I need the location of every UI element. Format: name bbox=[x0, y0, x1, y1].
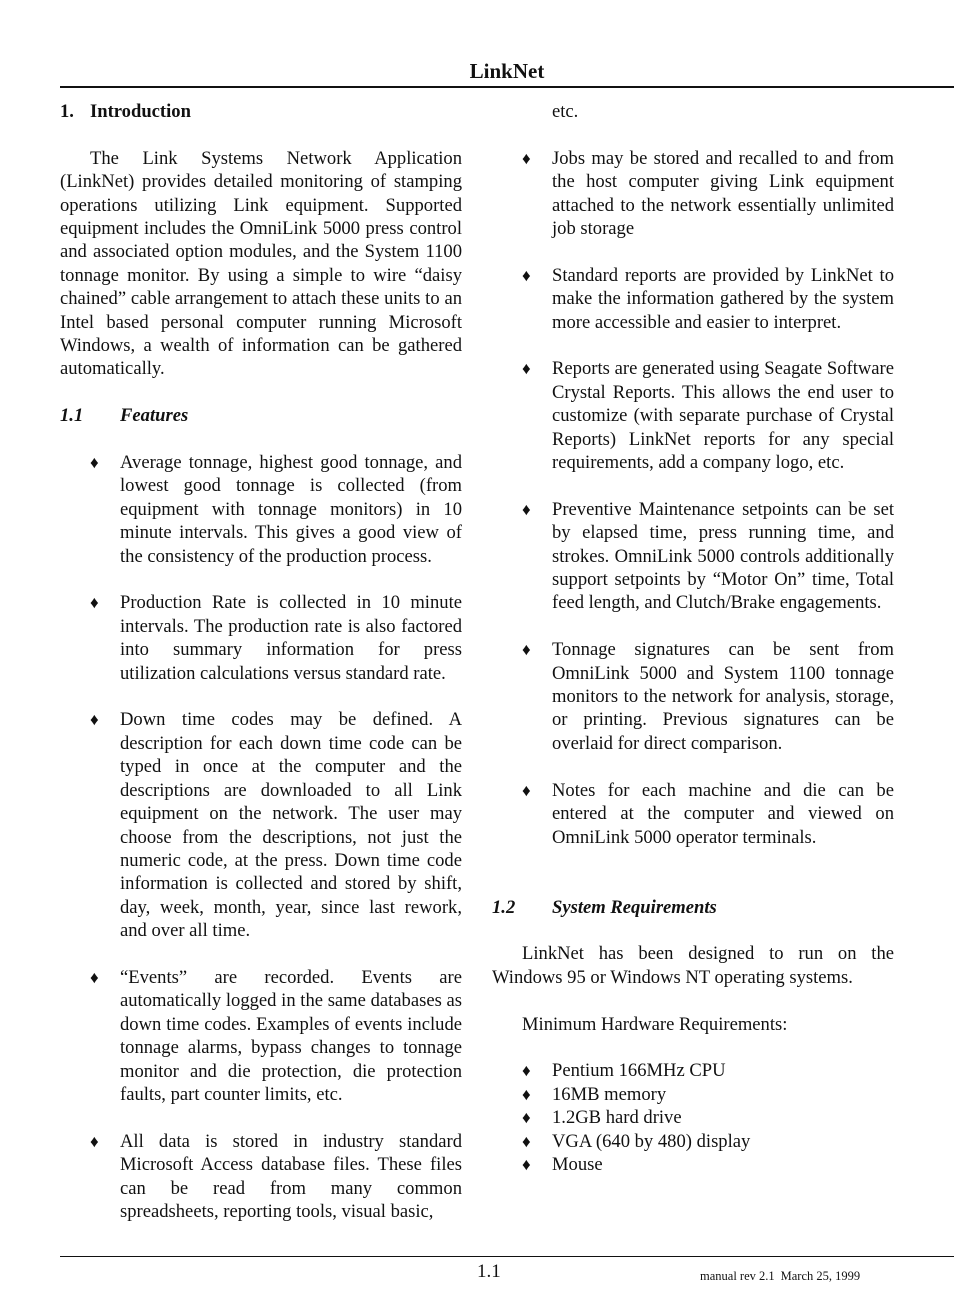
subsection-title: Features bbox=[120, 405, 189, 427]
diamond-bullet-icon: ♦ bbox=[522, 499, 531, 519]
feature-item-text: Standard reports are provided by LinkNet to make the information gathered by the system more accessible and easier to interpret. bbox=[552, 264, 894, 333]
diamond-bullet-icon: ♦ bbox=[522, 359, 531, 379]
features-list-left bbox=[60, 451, 462, 1223]
feature-item bbox=[492, 147, 894, 241]
subsection-number: 1.2 bbox=[492, 896, 516, 918]
hardware-item bbox=[492, 1130, 894, 1153]
diamond-bullet-icon: ♦ bbox=[522, 1131, 531, 1151]
hardware-item bbox=[492, 1153, 894, 1176]
feature-item bbox=[60, 1130, 462, 1224]
diamond-bullet-icon: ♦ bbox=[90, 453, 99, 473]
hardware-list bbox=[492, 1059, 894, 1176]
feature-item bbox=[492, 357, 894, 474]
hardware-item-text: 1.2GB hard drive bbox=[552, 1107, 682, 1129]
section-number: 1. bbox=[60, 101, 74, 122]
feature-item-text: “Events” are recorded. Events are automatically logged in the same databases as down time codes. Examples of events include tonnage alarms, bypass changes to tonnage monitor and die protection, die protection faults, part counter limits, etc. bbox=[120, 966, 462, 1105]
page-header-title: LinkNet bbox=[469, 59, 545, 83]
features-list-right bbox=[492, 147, 894, 849]
diamond-bullet-icon: ♦ bbox=[522, 1061, 531, 1081]
feature-item-text: Notes for each machine and die can be entered at the computer and viewed on OmniLink 5000 operator terminals. bbox=[552, 779, 894, 848]
diamond-bullet-icon: ♦ bbox=[522, 148, 531, 168]
diamond-bullet-icon: ♦ bbox=[522, 1108, 531, 1128]
feature-item-text: Preventive Maintenance setpoints can be set by elapsed time, press running time, and strokes. OmniLink 5000 controls additionally support setpoints by “Motor On” time, Total feed length, and Clutch/Brake engagements. bbox=[552, 498, 894, 614]
feature-item-text: Down time codes may be defined. A description for each down time code can be typed in once at the computer and the descriptions are downloaded to all Link equipment on the network. The user may choose from the descriptions, not just the numeric code, at the press. Down time code information is collected and stored by shift, day, week, month, year, since last rework, and over all time. bbox=[120, 709, 462, 942]
section-title: Introduction bbox=[90, 101, 191, 122]
subsection-heading-features bbox=[60, 404, 462, 427]
diamond-bullet-icon: ♦ bbox=[522, 780, 531, 800]
feature-item bbox=[492, 779, 894, 849]
page-number: 1.1 bbox=[477, 1261, 501, 1282]
feature-item bbox=[60, 708, 462, 942]
feature-item-text: Jobs may be stored and recalled to and from the host computer giving Link equipment attached to the network essentially unlimited job storage bbox=[552, 147, 894, 240]
footer-rule bbox=[60, 1256, 954, 1257]
left-column bbox=[60, 100, 462, 1247]
revision-info bbox=[700, 1265, 860, 1288]
feature-item-text: Average tonnage, highest good tonnage, and lowest good tonnage is collected (from equipment with tonnage monitors) in 10 minute intervals. This gives a good view of the consistency of the production process. bbox=[120, 452, 462, 567]
subsection-number: 1.1 bbox=[60, 405, 84, 427]
feature-item bbox=[492, 638, 894, 755]
feature-item bbox=[492, 498, 894, 615]
hardware-item-text: 16MB memory bbox=[552, 1083, 667, 1105]
intro-paragraph: The Link Systems Network Application (LinkNet) provides detailed monitoring of stamping operations utilizing Link equipment. Supported equipment includes the OmniLink 5000 press control and associated option modules, and the System 1100 tonnage monitor. By using a simple to wire “daisy chained” cable arrangement to attach these units to an Intel based personal computer running Microsoft Windows, a wealth of information can be gathered automatically. bbox=[60, 147, 462, 380]
header-rule bbox=[60, 86, 954, 88]
feature-item-text: Reports are generated using Seagate Software Crystal Reports. This allows the end user to customize (with separate purchase of Crystal Reports) LinkNet reports for any special requirements, add a company logo, etc. bbox=[552, 358, 894, 474]
diamond-bullet-icon: ♦ bbox=[522, 1084, 531, 1104]
diamond-bullet-icon: ♦ bbox=[90, 967, 99, 987]
hardware-label: Minimum Hardware Requirements: bbox=[522, 1013, 788, 1035]
diamond-bullet-icon: ♦ bbox=[90, 593, 99, 613]
hardware-item-text: VGA (640 by 480) display bbox=[552, 1130, 751, 1152]
requirements-paragraph: LinkNet has been designed to run on the Windows 95 or Windows NT operating systems. bbox=[492, 943, 894, 988]
feature-item-text: Production Rate is collected in 10 minute intervals. The production rate is also factored into summary information for press utilization calculations versus standard rate. bbox=[120, 592, 462, 684]
feature-item-text: All data is stored in industry standard Microsoft Access database files. These files can be read from many common spreadsheets, reporting tools, visual basic, bbox=[120, 1130, 462, 1222]
diamond-bullet-icon: ♦ bbox=[522, 640, 531, 660]
hardware-item-text: Mouse bbox=[552, 1154, 603, 1176]
feature-item bbox=[60, 451, 462, 568]
feature-item bbox=[492, 264, 894, 334]
subsection-heading-requirements bbox=[492, 896, 894, 919]
revision-text: manual rev 2.1 bbox=[700, 1269, 775, 1283]
diamond-bullet-icon: ♦ bbox=[522, 265, 531, 285]
section-heading-introduction bbox=[60, 100, 462, 123]
feature-item bbox=[60, 966, 462, 1106]
feature-item-text: Tonnage signatures can be sent from OmniLink 5000 and System 1100 tonnage monitors to the network for analysis, storage, or printing. Previous signatures can be overlaid for direct comparison. bbox=[552, 639, 894, 754]
hardware-item bbox=[492, 1059, 894, 1082]
continuation-text: etc. bbox=[552, 101, 579, 122]
diamond-bullet-icon: ♦ bbox=[90, 1131, 99, 1151]
diamond-bullet-icon: ♦ bbox=[90, 710, 99, 730]
diamond-bullet-icon: ♦ bbox=[522, 1155, 531, 1175]
hardware-item bbox=[492, 1106, 894, 1129]
hardware-item bbox=[492, 1083, 894, 1106]
revision-date: March 25, 1999 bbox=[780, 1269, 861, 1283]
hardware-item-text: Pentium 166MHz CPU bbox=[552, 1060, 726, 1082]
right-column bbox=[492, 100, 894, 1177]
subsection-title: System Requirements bbox=[552, 896, 717, 918]
feature-item bbox=[60, 591, 462, 685]
